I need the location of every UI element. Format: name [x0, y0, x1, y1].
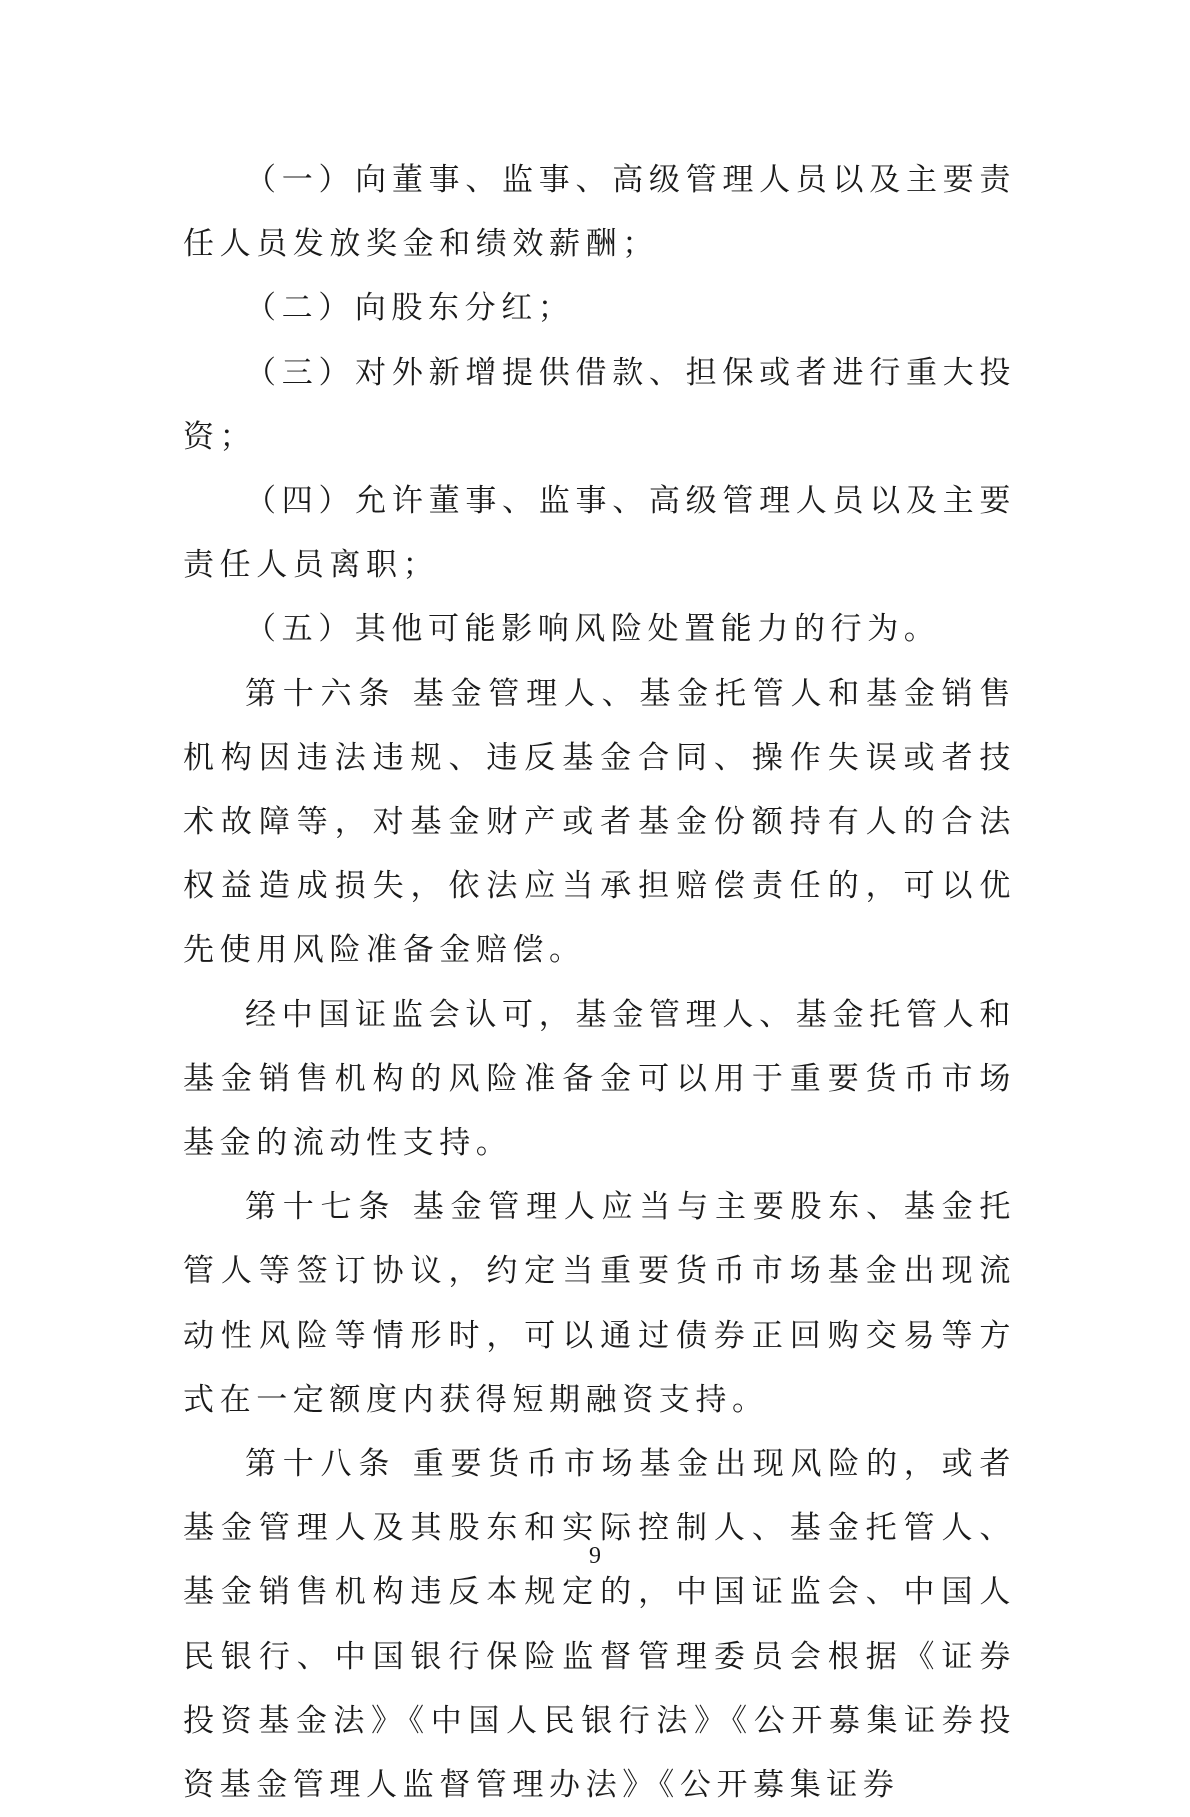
- article-16-paragraph: 第十六条 基金管理人、基金托管人和基金销售机构因违法违规、违反基金合同、操作失误或者技术故障等，对基金财产或者基金份额持有人的合法权益造成损失，依法应当承担赔偿责任的，可以优先使用风险准备金赔偿。: [183, 675, 1016, 969]
- paragraph-item-1: （一）向董事、监事、高级管理人员以及主要责任人员发放奖金和绩效薪酬；: [183, 162, 1016, 263]
- paragraph-item-4: （四）允许董事、监事、高级管理人员以及主要责任人员离职；: [183, 483, 1016, 584]
- paragraph-item-5: （五）其他可能影响风险处置能力的行为。: [245, 611, 941, 648]
- article-16-paragraph-2: 经中国证监会认可，基金管理人、基金托管人和基金销售机构的风险准备金可以用于重要货币市场基金的流动性支持。: [183, 996, 1016, 1162]
- paragraph-item-3: （三）对外新增提供借款、担保或者进行重大投资；: [183, 354, 1016, 455]
- paragraph-item-2: （二）向股东分红；: [245, 290, 575, 327]
- article-18-paragraph: 第十八条 重要货币市场基金出现风险的，或者基金管理人及其股东和实际控制人、基金托管人、基金销售机构违反本规定的，中国证监会、中国人民银行、中国银行保险监督管理委员会根据《证券投资基金法》《中国人民银行法》《公开募集证券投资基金管理人监督管理办法》《公开募集证券: [183, 1446, 1016, 1804]
- article-17-paragraph: 第十七条 基金管理人应当与主要股东、基金托管人等签订协议，约定当重要货币市场基金出现流动性风险等情形时，可以通过债券正回购交易等方式在一定额度内获得短期融资支持。: [183, 1189, 1016, 1418]
- page-number: 9: [589, 1543, 601, 1569]
